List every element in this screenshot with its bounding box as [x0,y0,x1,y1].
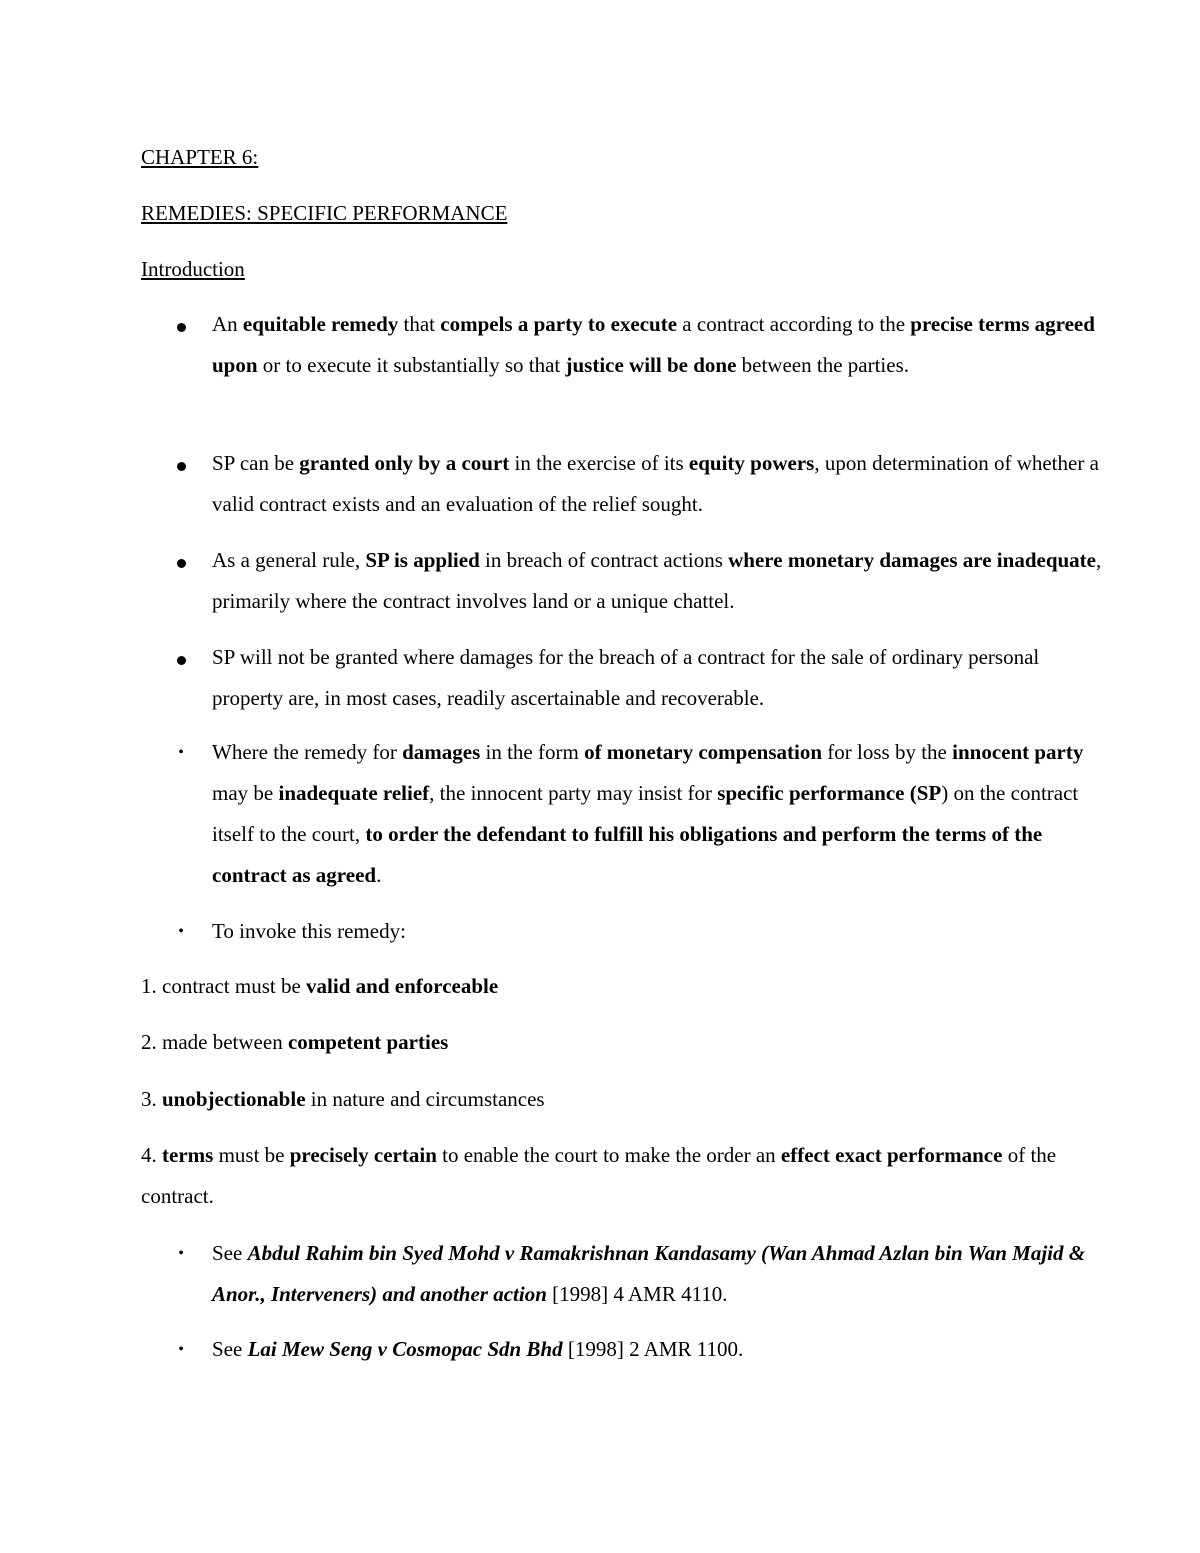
emphasis-text: compels a party to execute [440,312,678,336]
emphasis-text: competent parties [287,1030,449,1054]
emphasis-text: valid and enforceable [306,974,499,998]
case-name: Lai Mew Seng v Cosmopac Sdn Bhd [247,1337,563,1361]
body-text: SP will not be granted where damages for the breach of a contract for the sale of ordinary personal property are, in most cases, readily ascertainable and recoverable. [212,645,1040,710]
emphasis-text: equity powers [688,451,815,475]
emphasis-text: to order the defendant to fulfill his obligations and perform the terms of the contract as agreed [212,822,1043,887]
body-text: of the contract. [141,1143,1057,1208]
document-title: REMEDIES: SPECIFIC PERFORMANCE [141,201,508,225]
body-text: An [212,312,243,336]
body-text: [1998] 4 AMR 4110. [546,1282,728,1306]
body-text: See [212,1337,248,1361]
emphasis-text: of monetary compensation [584,740,823,764]
case-name: Abdul Rahim bin Syed Mohd v Ramakrishnan Kandasamy (Wan Ahmad Azlan bin Wan Majid & Anor., Interveners) and another action [212,1241,1086,1306]
body-text: or to execute it substantially so that [257,353,566,377]
bullet-item [212,637,1112,719]
body-text: ) on the contract itself to the court, [212,781,1079,846]
emphasis-text: precise terms agreed upon [212,312,1095,377]
bullet-dot-icon [175,646,187,670]
body-text: , upon determination of whether a valid contract exists and an evaluation of the relief sought. [212,451,1099,516]
numbered-item [141,966,1101,1007]
body-text: that [398,312,441,336]
emphasis-text: SP is applied [365,548,480,572]
body-text: 4. [141,1143,162,1167]
bullet-item [212,443,1112,525]
body-text: As a general rule, [212,548,366,572]
body-text: between the parties. [736,353,909,377]
body-text: a contract according to the [677,312,911,336]
body-text: , primarily where the contract involves land or a unique chattel. [212,548,1102,613]
bullet-dot-icon [175,549,187,573]
emphasis-text: unobjectionable [162,1087,306,1111]
bullet-small-icon: • [178,1245,184,1262]
bullet-dot-icon [175,313,187,337]
emphasis-text: granted only by a court [299,451,510,475]
chapter-heading: CHAPTER 6: [141,145,259,169]
body-text: 2. made between [141,1030,288,1054]
emphasis-text: specific performance (SP [717,781,942,805]
bullet-dot-icon [175,452,187,476]
body-text: , the innocent party may insist for [429,781,718,805]
emphasis-text: inadequate relief [278,781,430,805]
emphasis-text: innocent party [952,740,1084,764]
body-text: See [212,1241,248,1265]
section-heading: Introduction [141,257,245,281]
emphasis-text: effect exact performance [780,1143,1003,1167]
bullet-item [212,732,1112,896]
body-text: may be [212,781,279,805]
body-text: To invoke this remedy: [212,919,406,943]
emphasis-text: justice will be done [565,353,737,377]
emphasis-text: terms [162,1143,214,1167]
body-text: 1. contract must be [141,974,307,998]
emphasis-text: where monetary damages are inadequate [728,548,1096,572]
body-text: in the form [480,740,585,764]
body-text: SP can be [212,451,300,475]
case-citation [212,1233,1112,1315]
body-text: in the exercise of its [509,451,689,475]
body-text: . [376,863,382,887]
body-text: to enable the court to make the order an [436,1143,781,1167]
numbered-item [141,1022,1101,1063]
bullet-item [212,540,1112,622]
body-text: 3. [141,1087,162,1111]
bullet-small-icon: • [178,923,184,940]
body-text: in nature and circumstances [305,1087,545,1111]
emphasis-text: precisely certain [289,1143,437,1167]
bullet-item [212,304,1112,386]
body-text: Where the remedy for [212,740,403,764]
body-text: [1998] 2 AMR 1100. [562,1337,744,1361]
body-text: must be [213,1143,290,1167]
emphasis-text: damages [402,740,481,764]
case-citation [212,1329,1112,1370]
numbered-item [141,1135,1101,1217]
emphasis-text: equitable remedy [242,312,399,336]
numbered-item [141,1079,1101,1120]
bullet-small-icon: • [178,744,184,761]
body-text: for loss by the [822,740,953,764]
bullet-item [212,911,1112,952]
body-text: in breach of contract actions [479,548,729,572]
bullet-small-icon: • [178,1341,184,1358]
